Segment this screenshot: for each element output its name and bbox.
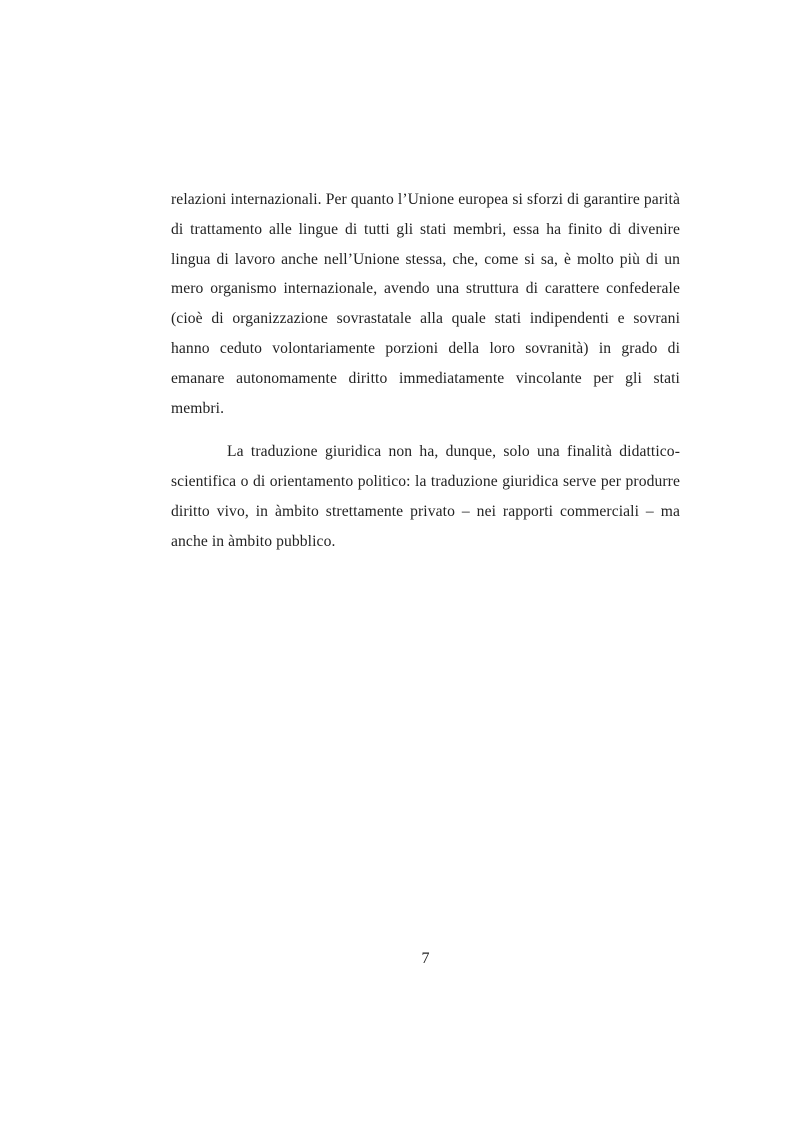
paragraph-continuation: relazioni internazionali. Per quanto l’Unione europea si sforzi di garantire parità di trattamento alle lingue di tutti gli stati membri, essa ha finito di divenire lingua di lavoro anche nell’Unione stessa, che, come si sa, è molto più di un mero organismo internazionale, avendo una struttura di carattere confederale (cioè di organizzazione sovrastatale alla quale stati indipendenti e sovrani hanno ceduto volontariamente porzioni della loro sovranità) in grado di emanare autonomamente diritto immediatamente vincolante per gli stati membri. <box>171 191 680 417</box>
body-text <box>171 185 680 557</box>
page-number: 7 <box>421 950 430 967</box>
paragraph-legal-translation: La traduzione giuridica non ha, dunque, solo una finalità didattico-scientifica o di orientamento politico: la traduzione giuridica serve per produrre diritto vivo, in àmbito strettamente privato – nei rapporti commerciali – ma anche in àmbito pubblico. <box>171 443 680 550</box>
